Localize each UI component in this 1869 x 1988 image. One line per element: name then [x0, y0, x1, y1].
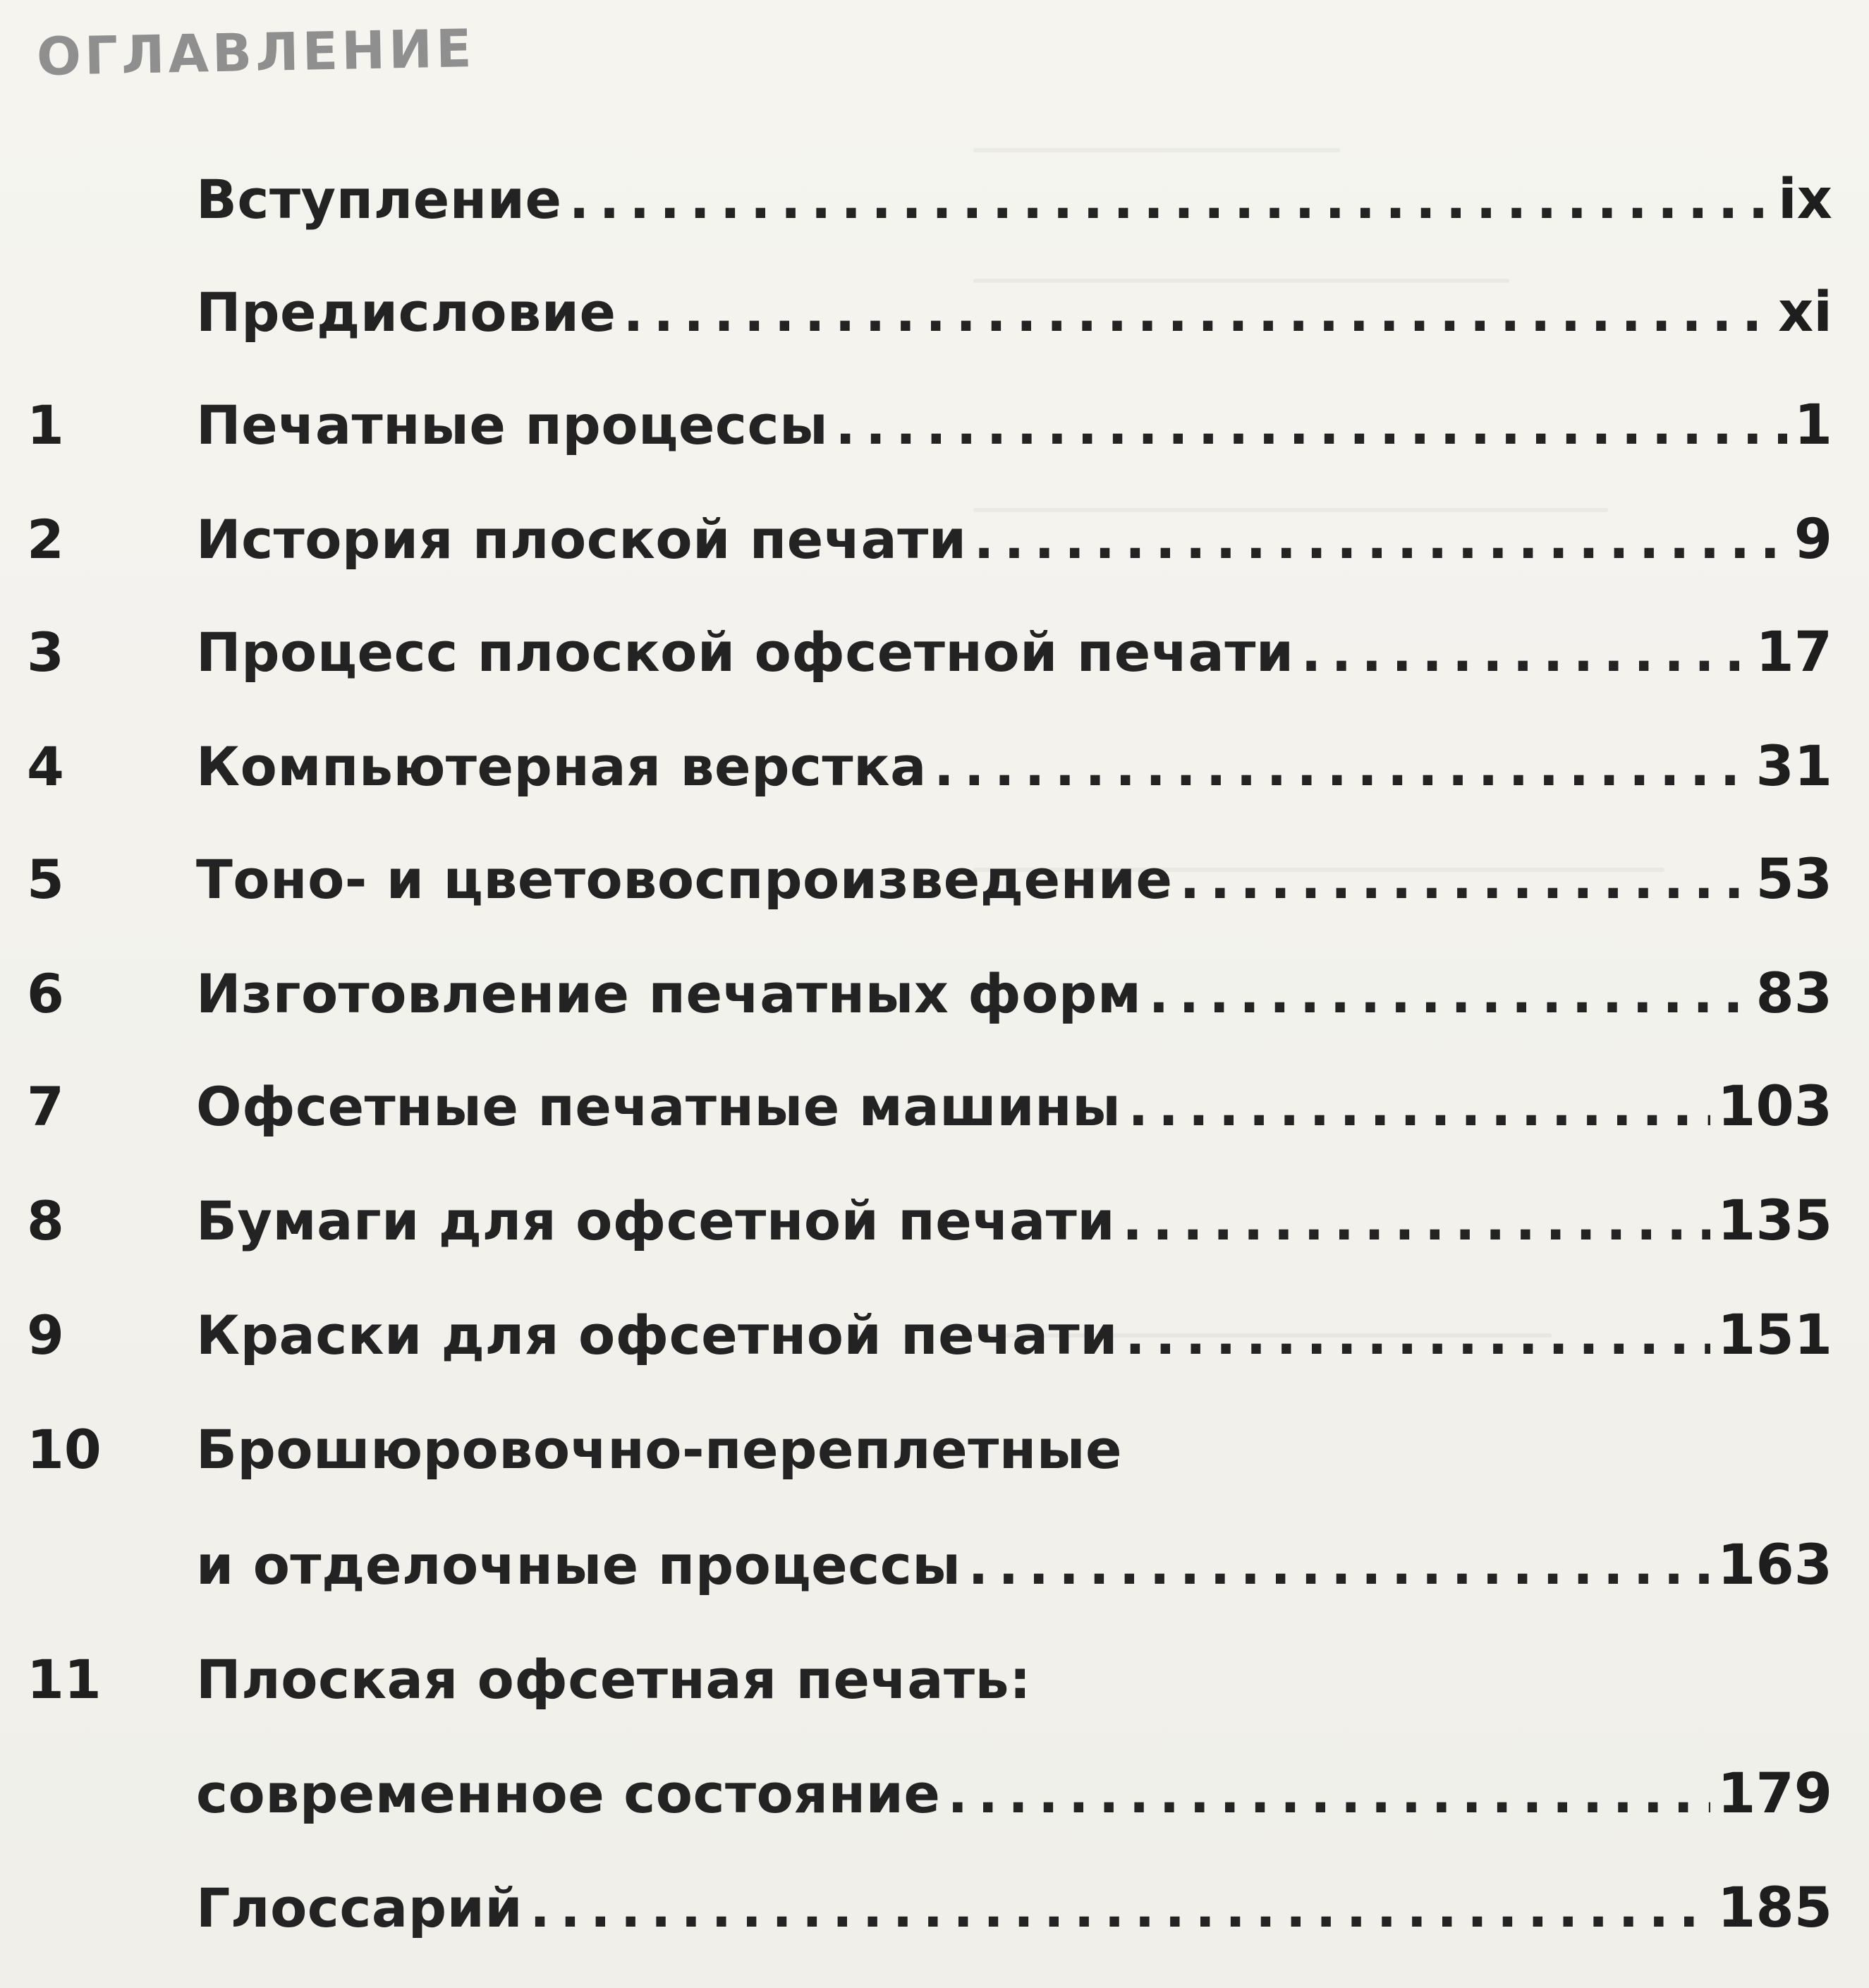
page-number: 179: [1717, 1762, 1832, 1826]
chapter-title: Краски для офсетной печати: [196, 1304, 1118, 1366]
page-number: 163: [1717, 1534, 1832, 1597]
toc-row: [196, 387, 1832, 464]
dot-leader: [1128, 1068, 1710, 1146]
toc-row: [196, 614, 1832, 691]
toc-row: [196, 274, 1832, 351]
chapter-title: Процесс плоской офсетной печати: [196, 621, 1294, 684]
toc-entry-chapter-4[interactable]: [0, 728, 1869, 806]
chapter-title: Предисловие: [196, 281, 616, 344]
toc-entry-chapter-1[interactable]: [0, 387, 1869, 464]
toc-row: [196, 1068, 1832, 1146]
toc-entry-chapter-8[interactable]: [0, 1182, 1869, 1260]
toc-row: [196, 501, 1832, 578]
chapter-number: 1: [27, 394, 64, 456]
dot-leader: [569, 161, 1771, 238]
toc-entry-chapter-11[interactable]: [0, 1641, 1869, 1719]
chapter-number: 3: [27, 621, 64, 684]
dot-leader: [1122, 1182, 1710, 1260]
dot-leader: [835, 387, 1786, 464]
toc-entry-chapter-3[interactable]: [0, 614, 1869, 691]
toc-entry-chapter-9[interactable]: [0, 1297, 1869, 1374]
toc-row: [196, 728, 1832, 806]
dot-leader: [974, 501, 1787, 578]
toc-row: [196, 161, 1832, 238]
toc-entry-chapter-5[interactable]: [0, 841, 1869, 919]
toc-entry-preface[interactable]: [0, 274, 1869, 351]
dot-leader: [623, 274, 1771, 351]
page-number: 17: [1755, 621, 1832, 684]
toc-entry-introduction[interactable]: [0, 161, 1869, 238]
toc-entry-chapter-10-continued[interactable]: [0, 1527, 1869, 1604]
dot-leader: [530, 1869, 1710, 1947]
page-number: 151: [1717, 1304, 1832, 1367]
toc-row: [196, 1411, 1832, 1489]
chapter-number: 6: [27, 962, 64, 1025]
chapter-title: Печатные процессы: [196, 394, 829, 456]
toc-entry-glossary[interactable]: [0, 1869, 1869, 1947]
chapter-title: Изготовление печатных форм: [196, 962, 1142, 1025]
chapter-title-continued: современное состояние: [196, 1762, 941, 1825]
page-number: 135: [1717, 1189, 1832, 1253]
page-number: ix: [1777, 168, 1832, 231]
chapter-title: Брошюровочно-переплетные: [196, 1418, 1123, 1481]
toc-row: [196, 1869, 1832, 1947]
page-number: 83: [1755, 962, 1832, 1026]
toc-entry-chapter-10[interactable]: [0, 1411, 1869, 1489]
dot-leader: [947, 1755, 1710, 1833]
toc-row: [196, 955, 1832, 1033]
toc-row: [196, 1297, 1832, 1374]
dot-leader: [1148, 955, 1748, 1033]
page-number: xi: [1777, 281, 1832, 344]
chapter-title: Глоссарий: [196, 1877, 523, 1939]
chapter-number: 10: [27, 1418, 102, 1481]
chapter-title: Бумаги для офсетной печати: [196, 1189, 1116, 1252]
toc-entry-chapter-2[interactable]: [0, 501, 1869, 578]
dot-leader: [1180, 841, 1749, 919]
page-title: ОГЛАВЛЕНИЕ: [36, 18, 476, 87]
dot-leader: [968, 1527, 1711, 1604]
dot-leader: [1125, 1297, 1710, 1374]
page-number: 185: [1717, 1877, 1832, 1940]
toc-row: [196, 1527, 1832, 1604]
page-number: 1: [1794, 394, 1832, 457]
chapter-number: 4: [27, 735, 64, 798]
chapter-title: История плоской печати: [196, 508, 967, 571]
chapter-number: 7: [27, 1075, 64, 1138]
chapter-number: 8: [27, 1189, 64, 1252]
page-number: 9: [1794, 508, 1832, 571]
chapter-title: Плоская офсетная печать:: [196, 1648, 1031, 1711]
chapter-title: Вступление: [196, 168, 562, 231]
toc-row: [196, 841, 1832, 919]
chapter-number: 11: [27, 1648, 102, 1711]
dot-leader: [1301, 614, 1749, 691]
toc-entry-chapter-11-continued[interactable]: [0, 1755, 1869, 1833]
toc-entry-chapter-6[interactable]: [0, 955, 1869, 1033]
page-number: 31: [1755, 735, 1832, 799]
chapter-number: 5: [27, 848, 64, 911]
chapter-title: Компьютерная верстка: [196, 735, 927, 798]
chapter-number: 2: [27, 508, 64, 571]
chapter-number: 9: [27, 1304, 64, 1366]
chapter-title-continued: и отделочные процессы: [196, 1534, 961, 1596]
toc-row: [196, 1182, 1832, 1260]
chapter-title: Офсетные печатные машины: [196, 1075, 1121, 1138]
page-number: 103: [1717, 1075, 1832, 1139]
dot-leader: [934, 728, 1748, 806]
toc-entry-chapter-7[interactable]: [0, 1068, 1869, 1146]
page-number: 53: [1755, 848, 1832, 911]
toc-row: [196, 1755, 1832, 1833]
chapter-title: Тоно- и цветовоспроизведение: [196, 848, 1173, 911]
toc-row: [196, 1641, 1832, 1719]
